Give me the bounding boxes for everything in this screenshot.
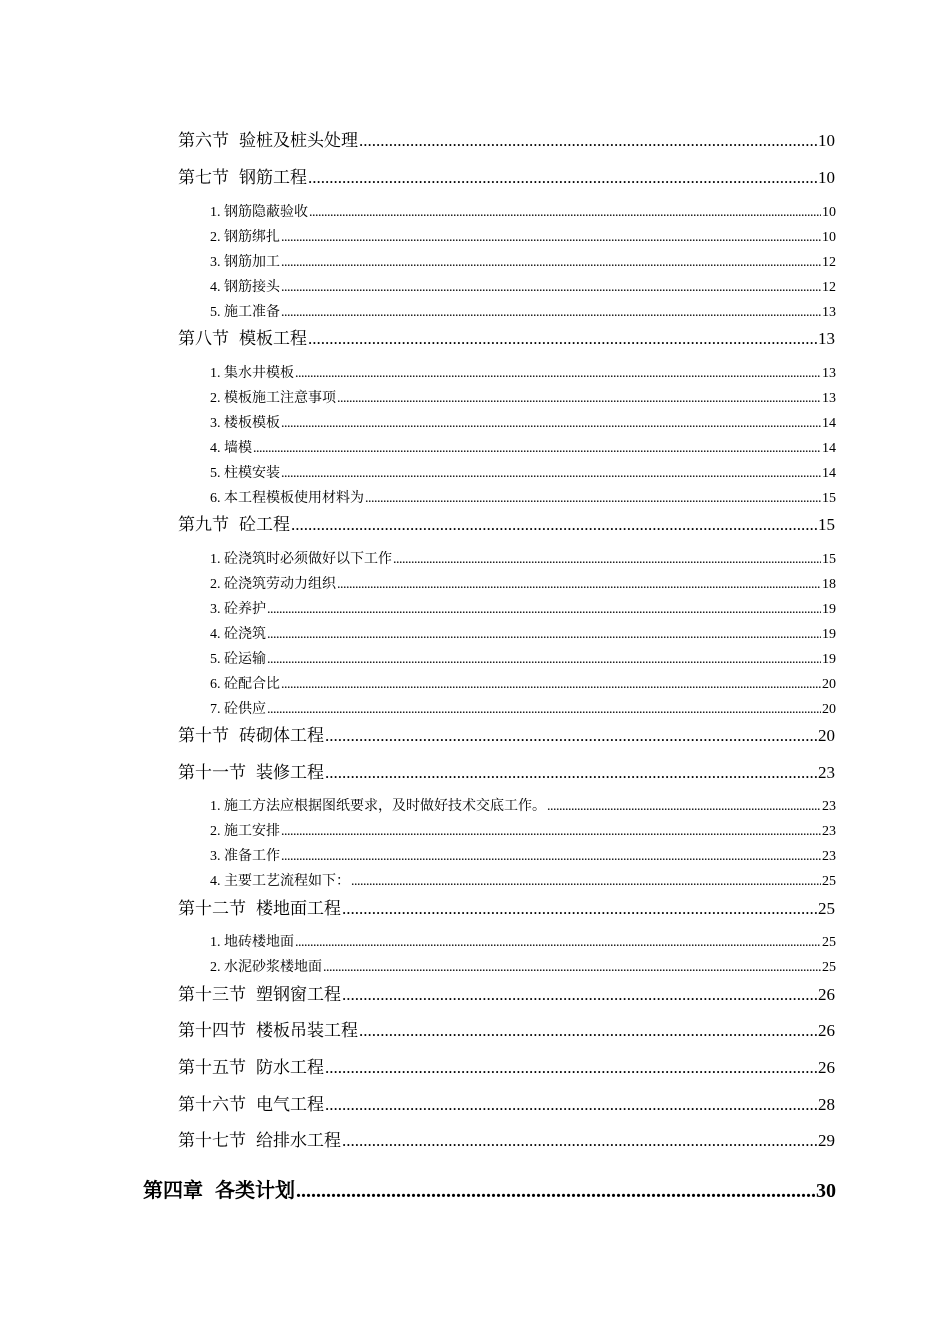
toc-title: 1. 钢筋隐蔽验收 <box>210 205 308 220</box>
toc-page-number: 14 <box>822 466 836 481</box>
toc-leader-dots <box>325 726 817 746</box>
toc-leader-dots <box>342 899 817 919</box>
toc-leader-dots <box>308 168 817 188</box>
toc-leader-dots <box>267 602 821 618</box>
toc-section[interactable] <box>178 510 835 532</box>
toc-page-number: 23 <box>822 849 836 864</box>
toc-leader-dots <box>547 799 821 815</box>
toc-page-number: 19 <box>822 652 836 667</box>
toc-title: 4. 钢筋接头 <box>210 280 280 295</box>
toc-chapter[interactable] <box>143 1174 836 1200</box>
toc-section[interactable] <box>178 324 835 346</box>
toc-item[interactable] <box>210 845 836 863</box>
toc-section[interactable] <box>178 163 835 185</box>
toc-title: 1. 集水井模板 <box>210 366 294 381</box>
toc-page-number: 10 <box>818 131 835 150</box>
toc-title: 7. 砼供应 <box>210 702 266 717</box>
toc-page-number: 25 <box>822 874 836 889</box>
toc-item[interactable] <box>210 820 836 838</box>
toc-leader-dots <box>325 1058 817 1078</box>
toc-leader-dots <box>281 255 821 271</box>
toc-title: 3. 楼板模板 <box>210 416 280 431</box>
toc-leader-dots <box>308 329 817 349</box>
toc-page-number: 10 <box>822 205 836 220</box>
toc-title: 第七节 钢筋工程 <box>178 168 307 187</box>
toc-leader-dots <box>325 1095 817 1115</box>
toc-leader-dots <box>281 466 821 482</box>
toc-page-number: 28 <box>818 1095 835 1114</box>
toc-page-number: 20 <box>818 726 835 745</box>
toc-leader-dots <box>281 849 821 865</box>
toc-page-number: 26 <box>818 1058 835 1077</box>
toc-page-number: 26 <box>818 1021 835 1040</box>
toc-leader-dots <box>325 763 817 783</box>
toc-title: 第十二节 楼地面工程 <box>178 899 341 918</box>
toc-page-number: 23 <box>822 824 836 839</box>
toc-item[interactable] <box>210 795 836 813</box>
toc-section[interactable] <box>178 894 835 916</box>
toc-item[interactable] <box>210 548 836 566</box>
toc-page-number: 10 <box>818 168 835 187</box>
toc-leader-dots <box>309 205 821 221</box>
toc-title: 3. 钢筋加工 <box>210 255 280 270</box>
toc-page-number: 25 <box>818 899 835 918</box>
toc-item[interactable] <box>210 362 836 380</box>
toc-title: 1. 砼浇筑时必须做好以下工作 <box>210 552 392 567</box>
toc-title: 第十五节 防水工程 <box>178 1058 324 1077</box>
toc-title: 第十一节 装修工程 <box>178 763 324 782</box>
toc-section[interactable] <box>178 1126 835 1148</box>
toc-page-number: 15 <box>822 552 836 567</box>
toc-section[interactable] <box>178 1053 835 1075</box>
toc-item[interactable] <box>210 956 836 974</box>
toc-item[interactable] <box>210 412 836 430</box>
toc-leader-dots <box>267 627 821 643</box>
toc-leader-dots <box>337 577 821 593</box>
toc-leader-dots <box>359 1021 817 1041</box>
toc-title: 第十六节 电气工程 <box>178 1095 324 1114</box>
toc-title: 1. 施工方法应根据图纸要求，及时做好技术交底工作。 <box>210 799 546 814</box>
toc-item[interactable] <box>210 387 836 405</box>
toc-page-number: 12 <box>822 255 836 270</box>
toc-page-number: 13 <box>822 391 836 406</box>
toc-title: 5. 砼运输 <box>210 652 266 667</box>
toc-section[interactable] <box>178 1090 835 1112</box>
toc-item[interactable] <box>210 301 836 319</box>
toc-title: 6. 本工程模板使用材料为 <box>210 491 364 506</box>
toc-title: 第六节 验桩及桩头处理 <box>178 131 358 150</box>
toc-page-number: 19 <box>822 627 836 642</box>
toc-page-number: 14 <box>822 416 836 431</box>
toc-title: 4. 墙模 <box>210 441 252 456</box>
toc-item[interactable] <box>210 276 836 294</box>
toc-item[interactable] <box>210 698 836 716</box>
toc-page-number: 23 <box>818 763 835 782</box>
toc-item[interactable] <box>210 648 836 666</box>
toc-item[interactable] <box>210 201 836 219</box>
toc-title: 2. 水泥砂浆楼地面 <box>210 960 322 975</box>
toc-title: 5. 施工准备 <box>210 305 280 320</box>
toc-title: 3. 砼养护 <box>210 602 266 617</box>
toc-item[interactable] <box>210 870 836 888</box>
toc-leader-dots <box>281 824 821 840</box>
toc-item[interactable] <box>210 931 836 949</box>
toc-leader-dots <box>291 515 817 535</box>
toc-title: 第九节 砼工程 <box>178 515 290 534</box>
toc-section[interactable] <box>178 980 835 1002</box>
toc-title: 4. 主要工艺流程如下： <box>210 874 350 889</box>
toc-page-number: 14 <box>822 441 836 456</box>
toc-leader-dots <box>342 1131 817 1151</box>
toc-section[interactable] <box>178 126 835 148</box>
toc-page-number: 12 <box>822 280 836 295</box>
toc-title: 2. 施工安排 <box>210 824 280 839</box>
toc-leader-dots <box>267 702 821 718</box>
toc-title: 第十四节 楼板吊装工程 <box>178 1021 358 1040</box>
toc-item[interactable] <box>210 226 836 244</box>
toc-page-number: 15 <box>818 515 835 534</box>
toc-page-number: 13 <box>818 329 835 348</box>
toc-leader-dots <box>281 416 821 432</box>
toc-page-number: 20 <box>822 677 836 692</box>
toc-leader-dots <box>281 230 821 246</box>
toc-leader-dots <box>393 552 821 568</box>
toc-section[interactable] <box>178 758 835 780</box>
toc-title: 5. 柱模安装 <box>210 466 280 481</box>
toc-leader-dots <box>281 280 821 296</box>
toc-page-number: 29 <box>818 1131 835 1150</box>
toc-leader-dots <box>281 305 821 321</box>
toc-leader-dots <box>365 491 821 507</box>
toc-leader-dots <box>281 677 821 693</box>
toc-leader-dots <box>267 652 821 668</box>
toc-item[interactable] <box>210 251 836 269</box>
toc-leader-dots <box>295 935 821 951</box>
toc-item[interactable] <box>210 573 836 591</box>
toc-section[interactable] <box>178 1016 835 1038</box>
toc-page-number: 20 <box>822 702 836 717</box>
toc-leader-dots <box>337 391 821 407</box>
toc-title: 2. 模板施工注意事项 <box>210 391 336 406</box>
toc-title: 第十三节 塑钢窗工程 <box>178 985 341 1004</box>
toc-leader-dots <box>359 131 817 151</box>
toc-page-number: 30 <box>816 1180 836 1202</box>
toc-title: 第十节 砖砌体工程 <box>178 726 324 745</box>
toc-title: 第十七节 给排水工程 <box>178 1131 341 1150</box>
toc-page-number: 13 <box>822 305 836 320</box>
toc-page-number: 23 <box>822 799 836 814</box>
toc-title: 3. 准备工作 <box>210 849 280 864</box>
toc-page-number: 26 <box>818 985 835 1004</box>
toc-leader-dots <box>323 960 821 976</box>
toc-item[interactable] <box>210 673 836 691</box>
toc-leader-dots <box>296 1180 815 1203</box>
toc-item[interactable] <box>210 462 836 480</box>
toc-page-number: 18 <box>822 577 836 592</box>
toc-section[interactable] <box>178 721 835 743</box>
toc-title: 4. 砼浇筑 <box>210 627 266 642</box>
toc-title: 第四章 各类计划 <box>143 1180 295 1202</box>
toc-page-number: 10 <box>822 230 836 245</box>
toc-page-number: 25 <box>822 935 836 950</box>
toc-title: 6. 砼配合比 <box>210 677 280 692</box>
toc-item[interactable] <box>210 487 836 505</box>
toc-title: 2. 钢筋绑扎 <box>210 230 280 245</box>
toc-title: 第八节 模板工程 <box>178 329 307 348</box>
toc-page-number: 25 <box>822 960 836 975</box>
toc-page-number: 19 <box>822 602 836 617</box>
toc-leader-dots <box>351 874 821 890</box>
toc-leader-dots <box>253 441 821 457</box>
toc-page-number: 15 <box>822 491 836 506</box>
toc-leader-dots <box>342 985 817 1005</box>
toc-item[interactable] <box>210 437 836 455</box>
toc-item[interactable] <box>210 623 836 641</box>
toc-title: 1. 地砖楼地面 <box>210 935 294 950</box>
toc-leader-dots <box>295 366 821 382</box>
toc-item[interactable] <box>210 598 836 616</box>
toc-title: 2. 砼浇筑劳动力组织 <box>210 577 336 592</box>
toc-page-number: 13 <box>822 366 836 381</box>
